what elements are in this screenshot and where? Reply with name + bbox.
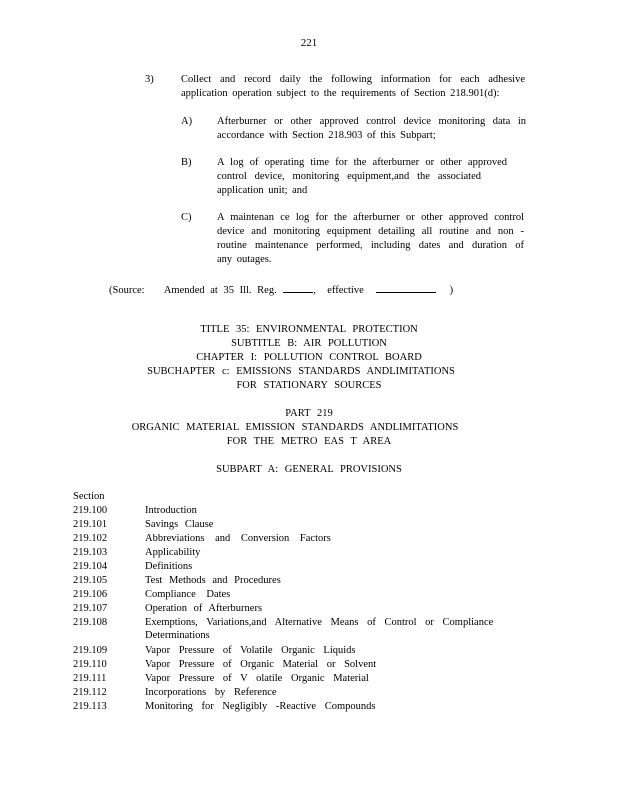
toc-title: Definitions [145,561,193,572]
toc-title-continued: Determinations [145,630,210,641]
part-number: PART 219 [285,408,333,419]
subitem-c-line-3: routine maintenance performed, including dates and duration of [217,240,524,251]
subitem-b-text [217,156,507,198]
toc-number: 219.103 [73,547,108,558]
item-3-label: 3) [145,74,154,85]
subitem-b-line-2: control device, monitoring equipment,and the associated [217,171,481,182]
subitem-c-line-4: any outages. [217,254,272,265]
toc-number: 219.102 [73,533,108,544]
toc-number: 219.112 [73,687,107,698]
toc-number: 219.106 [73,589,108,600]
toc-title: Applicability [145,547,201,558]
toc-title: Exemptions, Variations,and Alternative Means of Control or Compliance [145,617,494,628]
title-heading: TITLE 35: ENVIRONMENTAL PROTECTION [200,324,418,335]
toc-title: Introduction [145,505,197,516]
register-blank[interactable] [283,282,313,293]
source-close: ) [449,285,454,296]
subitem-c-label: C) [181,212,192,223]
item-3-text [181,73,525,101]
subchapter-heading: SUBCHAPTER c: EMISSIONS STANDARDS ANDLIMITATIONS [147,366,455,377]
subitem-c-text [217,211,524,267]
subtitle-heading: SUBTITLE B: AIR POLLUTION [231,338,387,349]
subitem-b-label: B) [181,157,192,168]
toc-title: Abbreviations and Conversion Factors [145,533,331,544]
subpart-heading: SUBPART A: GENERAL PROVISIONS [216,464,402,475]
source-open: (Source: [109,285,145,296]
subchapter-heading-2: FOR STATIONARY SOURCES [236,380,382,391]
toc-title: Operation of Afterburners [145,603,263,614]
effective-date-blank[interactable] [376,282,436,293]
toc-number: 219.101 [73,519,108,530]
subitem-a-text [217,115,526,143]
toc-number: 219.113 [73,701,107,712]
toc-number: 219.105 [73,575,108,586]
subitem-a-line-2: accordance with Section 218.903 of this Subpart; [217,130,436,141]
toc-number: 219.111 [73,673,107,684]
part-title-2: FOR THE METRO EAS T AREA [226,436,392,447]
toc-title: Compliance Dates [145,589,231,600]
toc-title: Vapor Pressure of V olatile Organic Material [145,673,369,684]
source-effective: effective [327,285,364,296]
toc-number: 219.104 [73,561,108,572]
part-title-1: ORGANIC MATERIAL EMISSION STANDARDS ANDLIMITATIONS [131,422,459,433]
subitem-c-line-1: A maintenan ce log for the afterburner or other approved control [217,212,524,223]
toc-number: 219.109 [73,645,108,656]
subitem-c-line-2: device and monitoring equipment detailing all routine and non - [217,226,524,237]
toc-title: Monitoring for Negligibly -Reactive Compounds [145,701,376,712]
chapter-heading: CHAPTER I: POLLUTION CONTROL BOARD [196,352,422,363]
source-amended: Amended at 35 Ill. Reg. [163,285,277,296]
toc-title: Vapor Pressure of Organic Material or Solvent [145,659,377,670]
toc-number: 219.100 [73,505,108,516]
toc-title: Test Methods and Procedures [145,575,281,586]
section-header: Section [73,491,105,502]
toc-number: 219.110 [73,659,107,670]
toc-number: 219.107 [73,603,108,614]
subitem-b-line-3: application unit; and [217,185,308,196]
source-comma: , [313,285,316,296]
toc-title: Savings Clause [145,519,214,530]
subitem-b-line-1: A log of operating time for the afterburner or other approved [217,157,507,168]
toc-title: Incorporations by Reference [145,687,277,698]
source-note [109,282,453,298]
subitem-a-line-1: Afterburner or other approved control device monitoring data in [217,116,526,127]
item-3-line-2: application operation subject to the requirements of Section 218.901(d): [181,88,500,99]
toc-number: 219.108 [73,617,108,628]
subitem-a-label: A) [181,116,193,127]
item-3-line-1: Collect and record daily the following information for each adhesive [181,74,525,85]
toc-title: Vapor Pressure of Volatile Organic Liquids [145,645,356,656]
page-number: 221 [300,37,318,49]
